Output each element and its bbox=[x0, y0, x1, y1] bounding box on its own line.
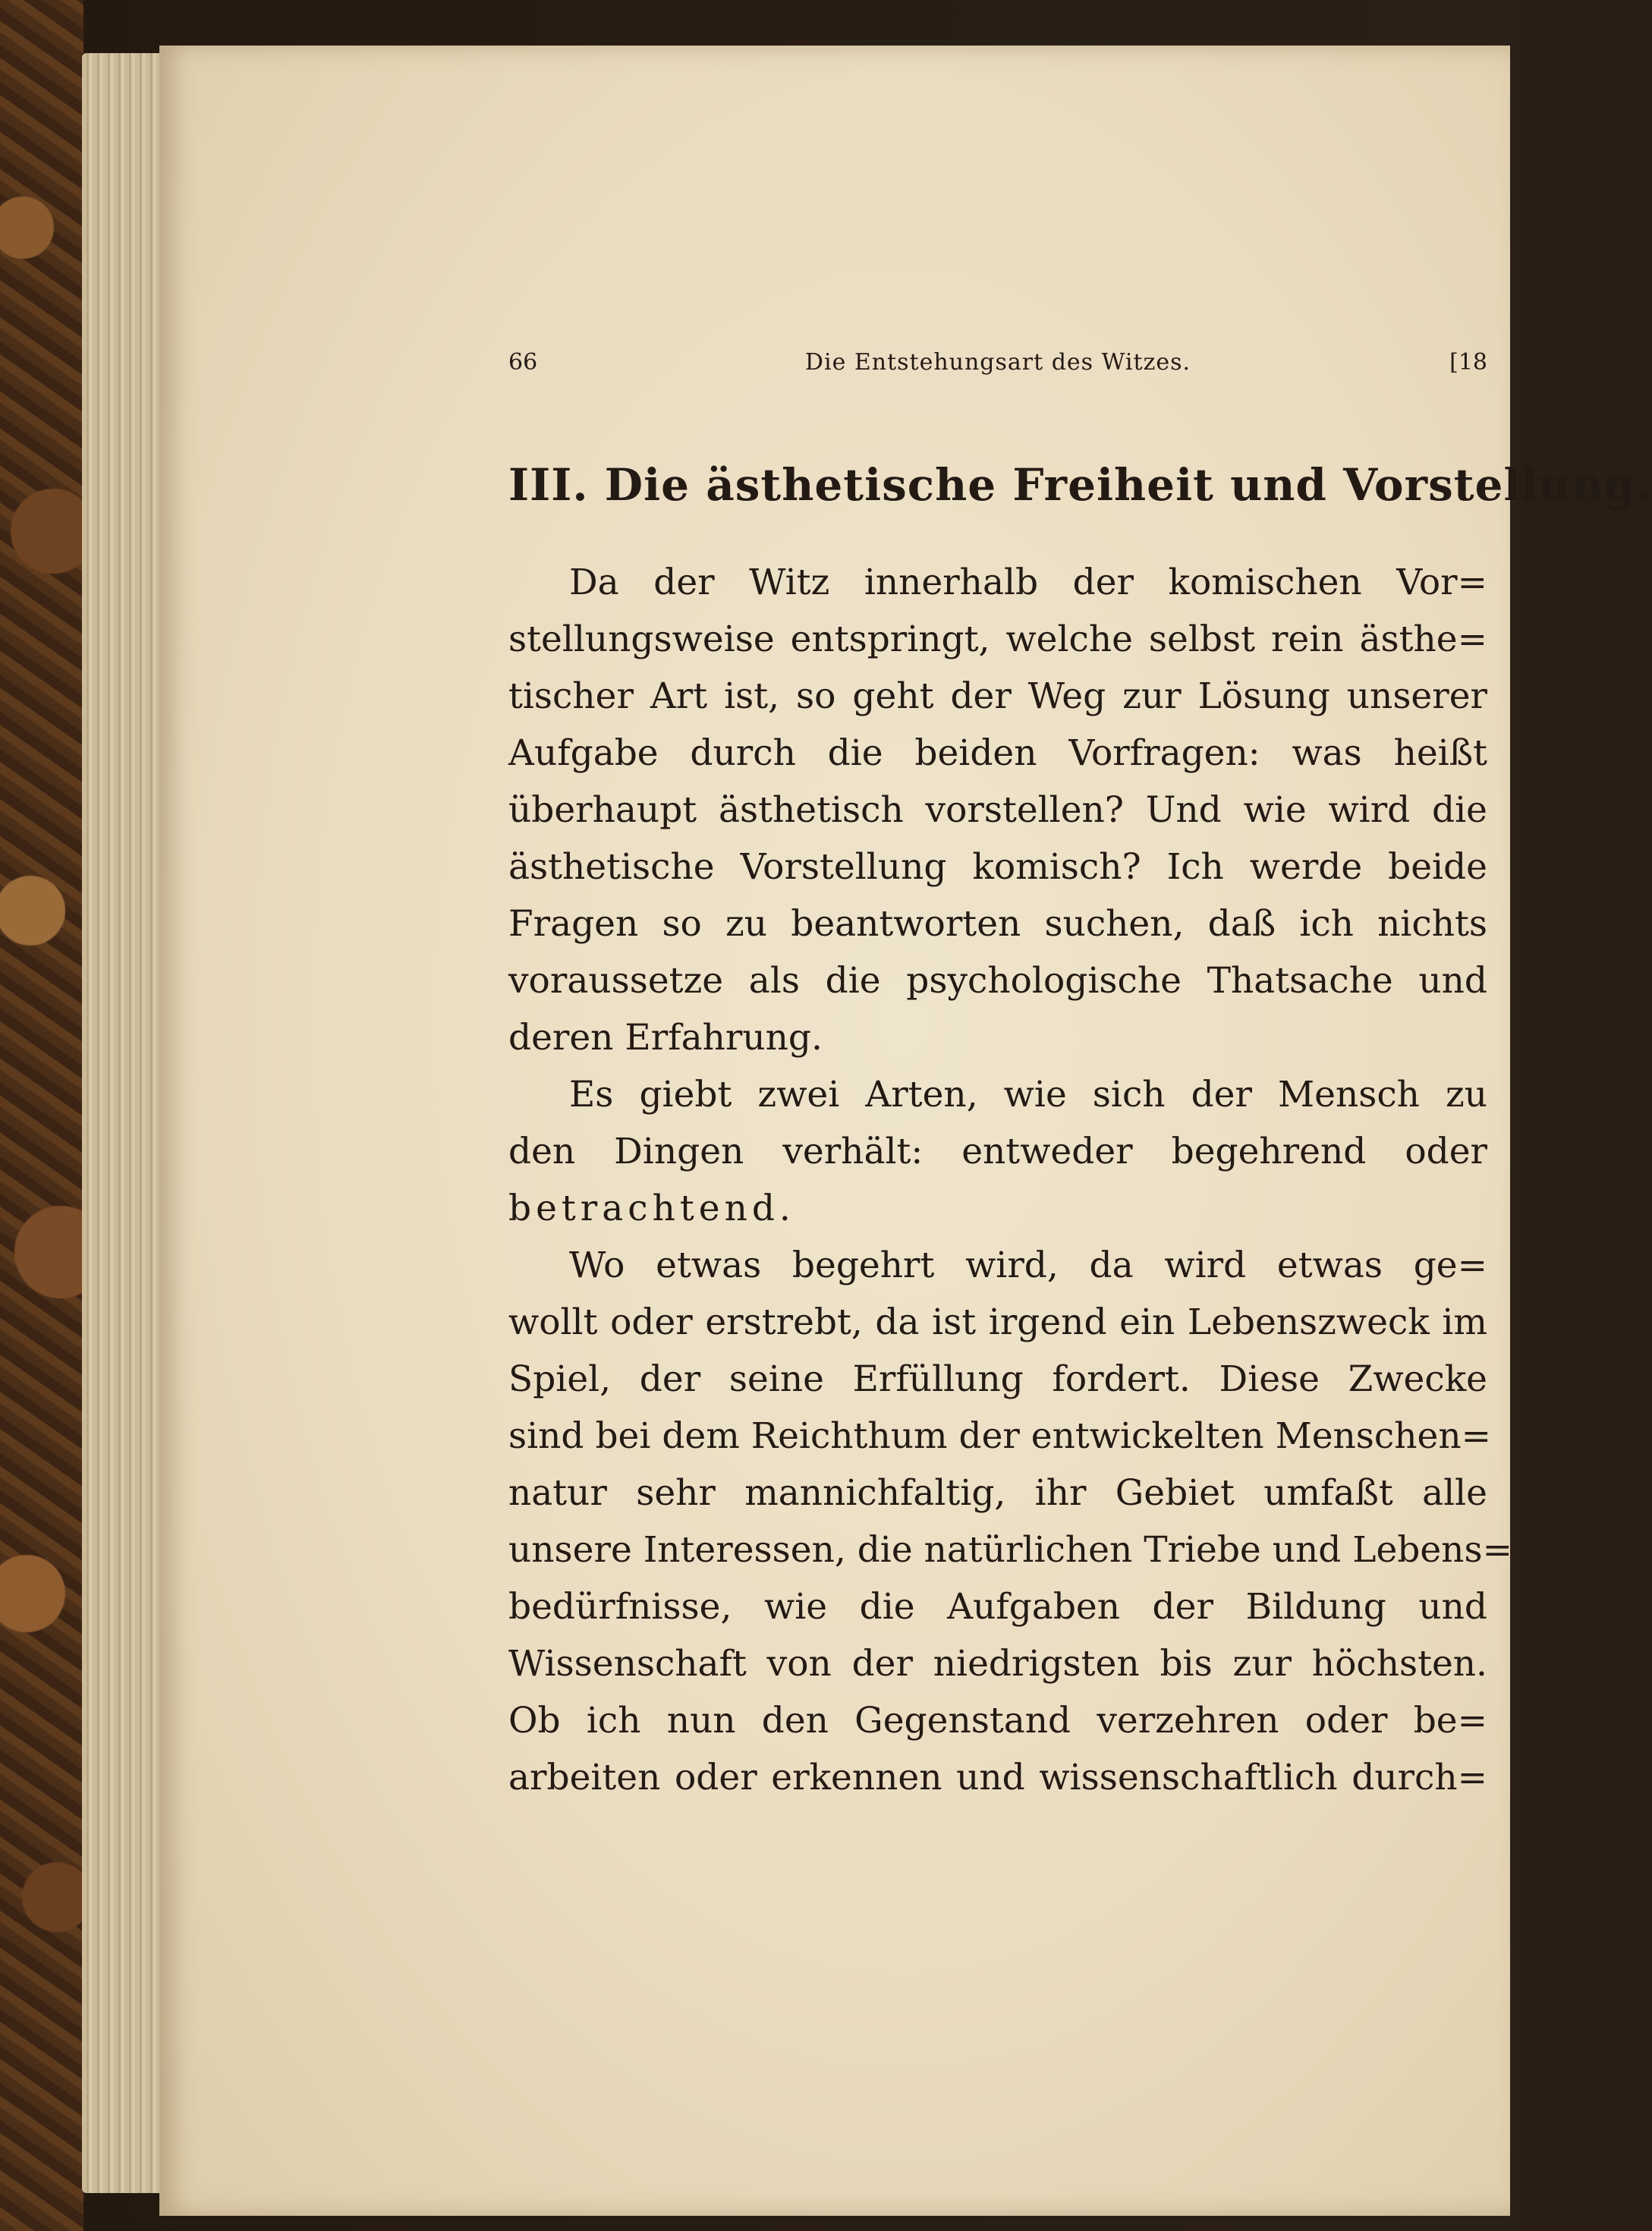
text-line: Wissenschaft von der niedrigsten bis zur höchsten. bbox=[508, 1643, 1487, 1685]
text-line: natur sehr mannichfaltig, ihr Gebiet umfaßt alle bbox=[508, 1472, 1487, 1514]
text-line: Aufgabe durch die beiden Vorfragen: was heißt bbox=[508, 732, 1487, 774]
running-header bbox=[508, 349, 1487, 395]
book-page bbox=[159, 46, 1652, 2216]
page-number: 66 bbox=[508, 349, 538, 376]
marbled-cover bbox=[0, 0, 83, 2231]
text-line: arbeiten oder erkennen und wissenschaftlich durch= bbox=[508, 1757, 1487, 1798]
text-line: Es giebt zwei Arten, wie sich der Mensch zu bbox=[569, 1074, 1487, 1116]
text-line: den Dingen verhält: entweder begehrend oder bbox=[508, 1131, 1487, 1172]
text-line: wollt oder erstrebt, da ist irgend ein Lebenszweck im bbox=[508, 1301, 1487, 1343]
text-line: bedürfnisse, wie die Aufgaben der Bildung und bbox=[508, 1586, 1487, 1628]
text-line: tischer Art ist, so geht der Weg zur Lösung unserer bbox=[508, 675, 1487, 717]
body-text bbox=[508, 554, 1512, 1806]
text-line: Ob ich nun den Gegenstand verzehren oder be= bbox=[508, 1700, 1487, 1742]
text-line: sind bei dem Reichthum der entwickelten Menschen= bbox=[508, 1415, 1491, 1457]
text-line: Spiel, der seine Erfüllung fordert. Diese Zwecke bbox=[508, 1358, 1487, 1400]
section-marker: [18 bbox=[1449, 349, 1487, 376]
section-heading: III. Die ästhetische Freiheit und Vorstellung. bbox=[508, 459, 1652, 511]
text-line: stellungsweise entspringt, welche selbst rein ästhe= bbox=[508, 618, 1487, 660]
text-line: Da der Witz innerhalb der komischen Vor= bbox=[569, 562, 1487, 603]
text-line: Fragen so zu beantworten suchen, daß ich nichts bbox=[508, 903, 1487, 945]
text-line: ästhetische Vorstellung komisch? Ich werde beide bbox=[508, 846, 1487, 888]
running-title: Die Entstehungsart des Witzes. bbox=[804, 349, 1191, 376]
text-line: betrachtend. bbox=[508, 1188, 795, 1229]
text-line: unsere Interessen, die natürlichen Triebe und Lebens= bbox=[508, 1529, 1512, 1571]
text-line: deren Erfahrung. bbox=[508, 1017, 823, 1059]
text-line: Wo etwas begehrt wird, da wird etwas ge= bbox=[569, 1245, 1487, 1286]
text-line: überhaupt ästhetisch vorstellen? Und wie wird die bbox=[508, 789, 1487, 831]
text-line: voraussetze als die psychologische Thatsache und bbox=[508, 960, 1487, 1002]
